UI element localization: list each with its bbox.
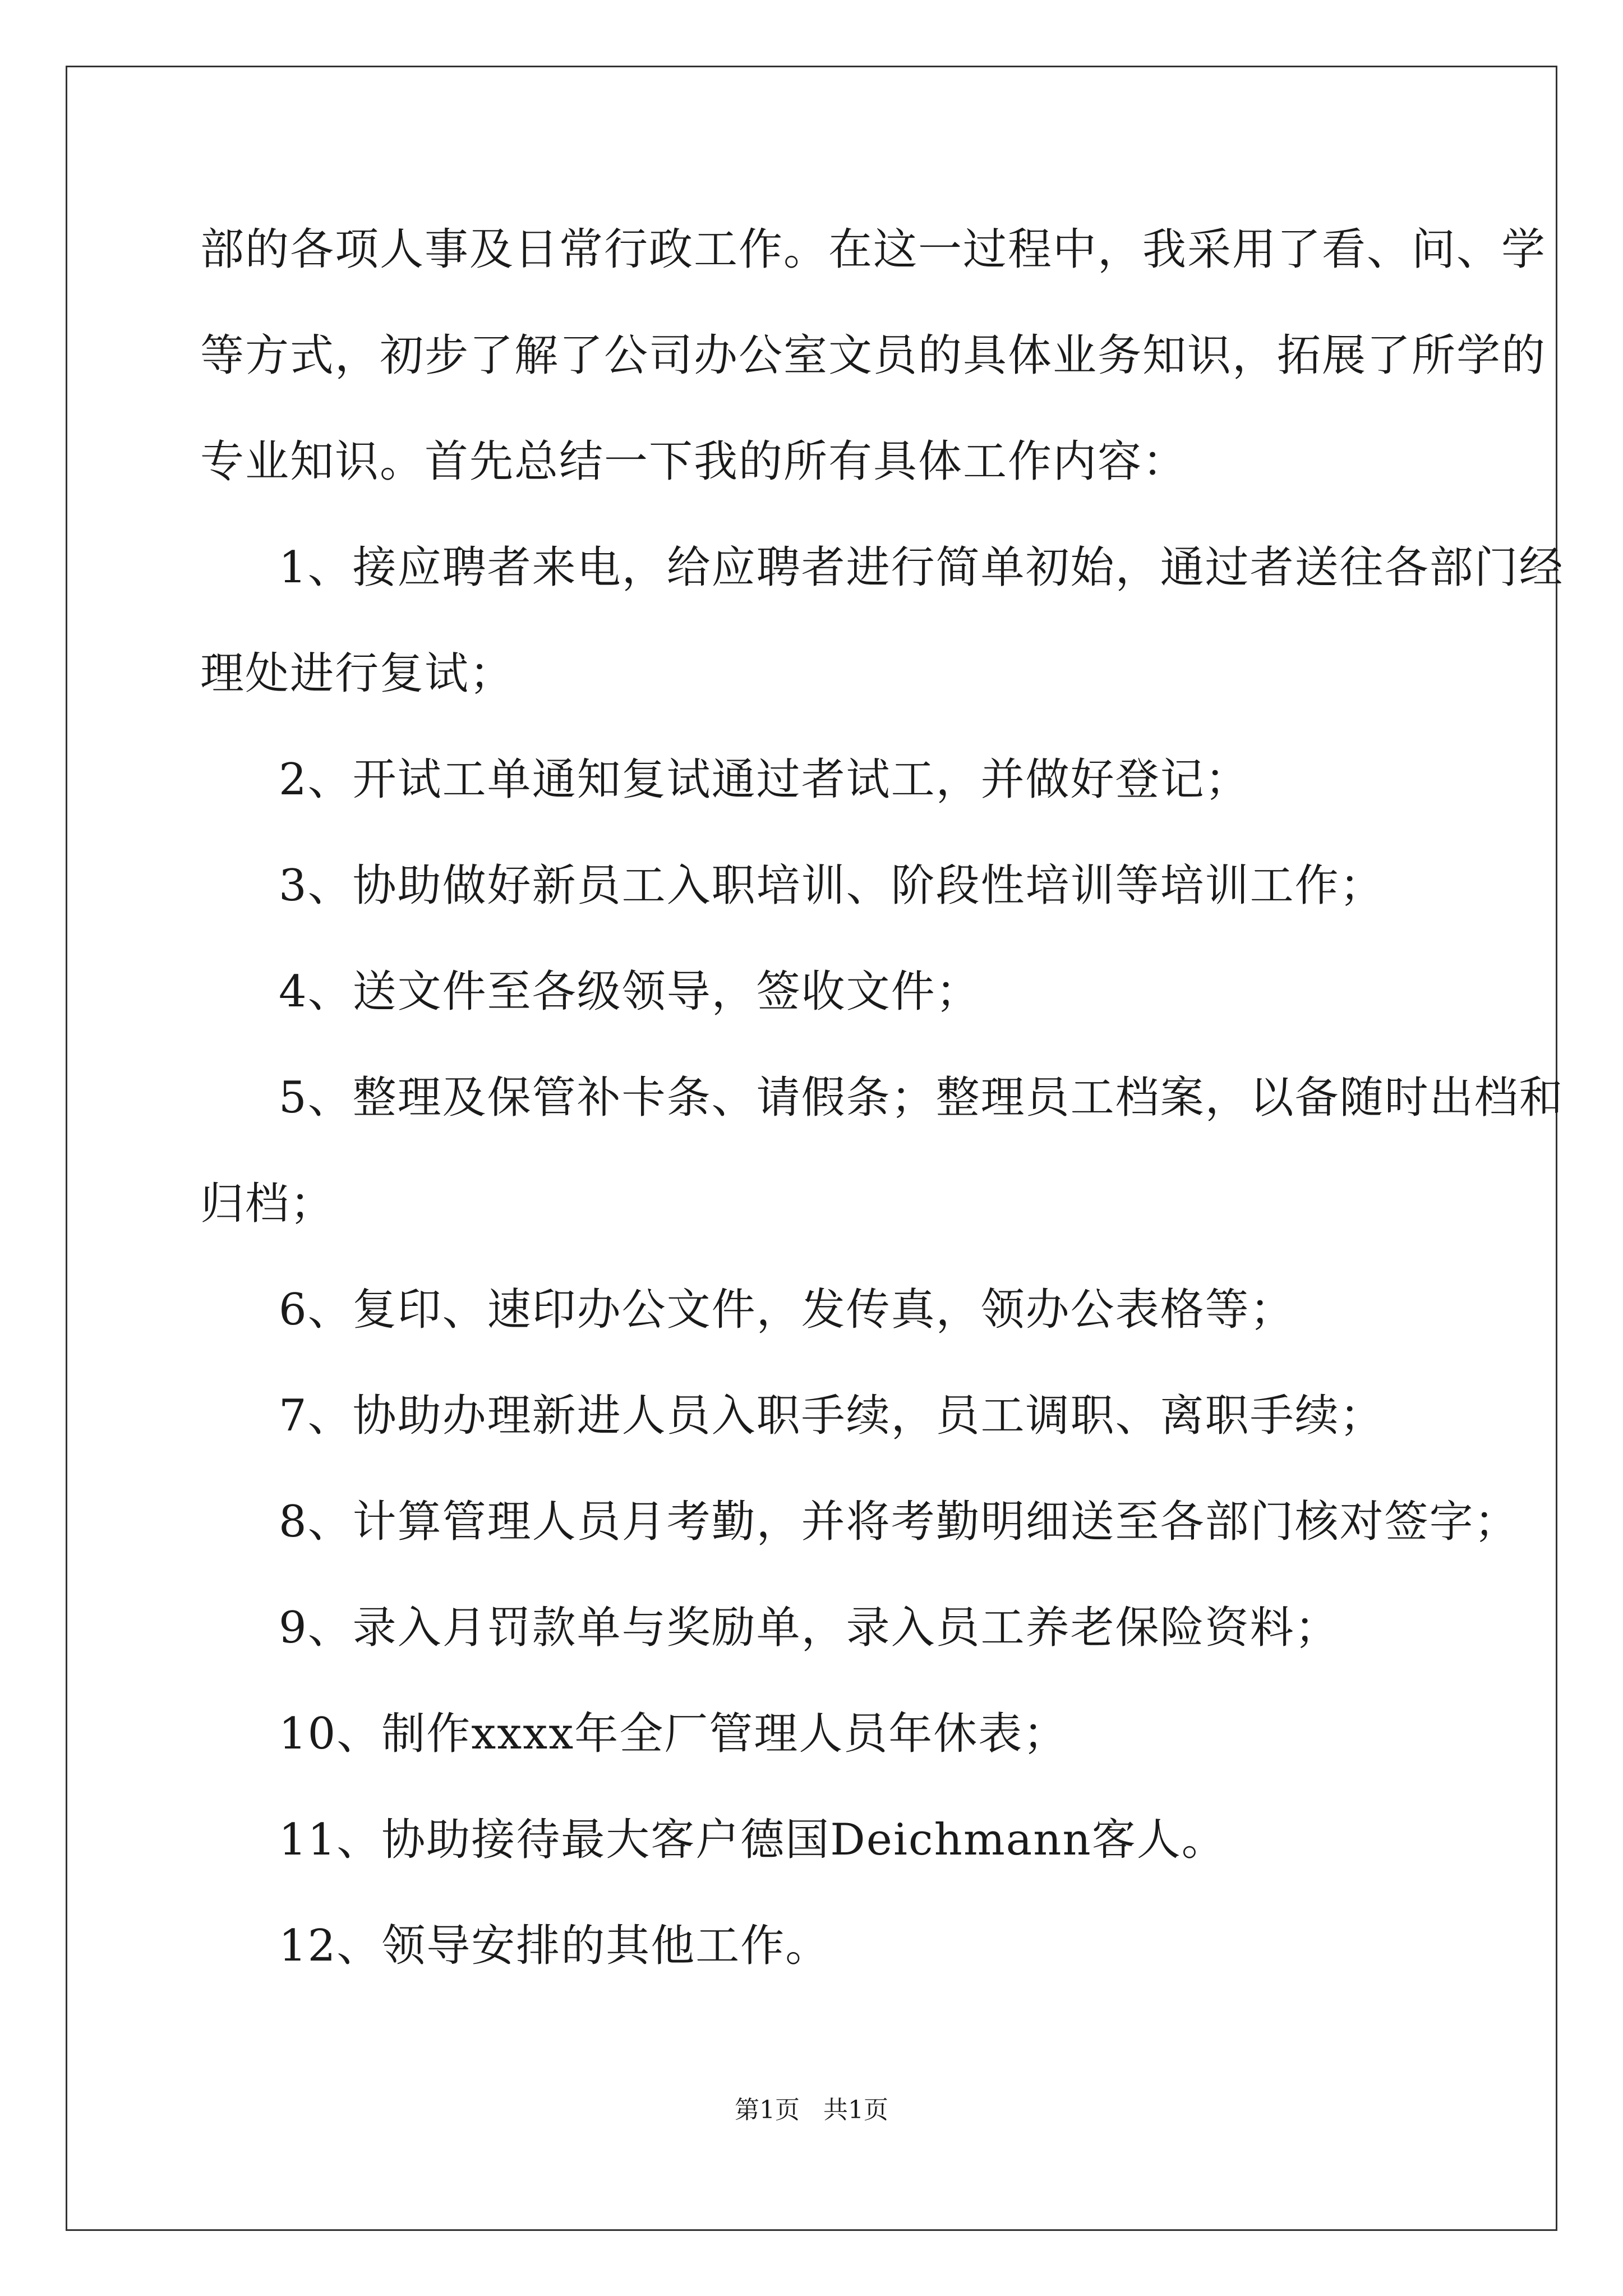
list-item: 3、协助做好新员工入职培训、阶段性培训等培训工作； xyxy=(279,861,1385,911)
list-item: 12、领导安排的其他工作。 xyxy=(279,1921,831,1971)
page-footer: 第1页 共1页 xyxy=(735,2096,888,2124)
list-item: 10、制作xxxx年全厂管理人员年休表； xyxy=(279,1709,1068,1759)
paragraph-line: 等方式，初步了解了公司办公室文员的具体业务知识，拓展了所学的 xyxy=(200,330,1547,381)
list-item-continuation: 理处进行复试； xyxy=(200,648,515,699)
list-item: 5、整理及保管补卡条、请假条；整理员工档案，以备随时出档和 xyxy=(279,1073,1564,1123)
list-item: 4、送文件至各级领导，签收文件； xyxy=(279,967,981,1017)
document-body xyxy=(200,216,1564,2018)
list-item: 8、计算管理人员月考勤，并将考勤明细送至各部门核对签字； xyxy=(279,1497,1519,1547)
paragraph-line: 专业知识。首先总结一下我的所有具体工作内容： xyxy=(200,436,1188,487)
list-item: 6、复印、速印办公文件，发传真，领办公表格等； xyxy=(279,1285,1295,1335)
list-item: 9、录入月罚款单与奖励单，录入员工养老保险资料； xyxy=(279,1603,1340,1653)
list-item-continuation: 归档； xyxy=(200,1179,335,1229)
list-item: 1、接应聘者来电，给应聘者进行简单初始，通过者送往各部门经 xyxy=(279,542,1564,593)
list-item: 7、协助办理新进人员入职手续，员工调职、离职手续； xyxy=(279,1391,1385,1441)
list-item: 11、协助接待最大客户德国Deichmann客人。 xyxy=(279,1815,1227,1865)
list-item: 2、开试工单通知复试通过者试工，并做好登记； xyxy=(279,754,1250,805)
paragraph-line: 部的各项人事及日常行政工作。在这一过程中，我采用了看、问、学 xyxy=(200,224,1547,275)
